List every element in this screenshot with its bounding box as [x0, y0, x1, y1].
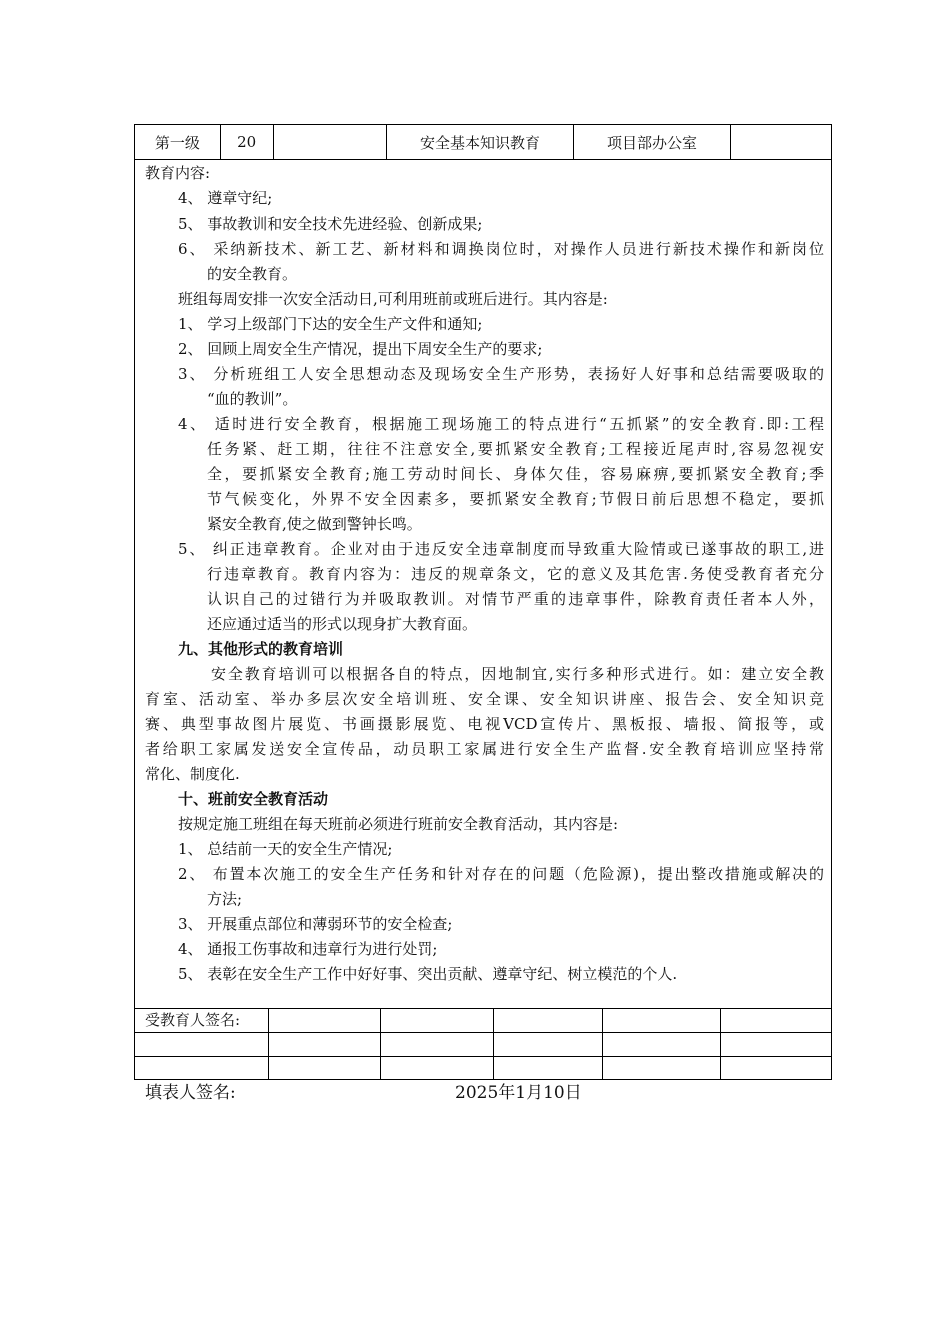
content-line: 4、 遵章守纪; — [178, 189, 273, 207]
education-content-box — [134, 159, 832, 1009]
signature-cell[interactable] — [494, 1009, 603, 1032]
signature-cell[interactable] — [269, 1009, 381, 1032]
content-line: 5、 纠正违章教育。企业对由于违反安全违章制度而导致重大险情或已遂事故的职工,进 — [178, 540, 824, 558]
content-line: 6、 采纳新技术、新工艺、新材料和调换岗位时，对操作人员进行新技术操作和新岗位 — [178, 240, 824, 258]
signature-cell[interactable] — [135, 1057, 269, 1080]
signature-cell[interactable] — [494, 1033, 603, 1056]
signature-cell[interactable] — [381, 1009, 494, 1032]
content-line: 3、 分析班组工人安全思想动态及现场安全生产形势，表扬好人好事和总结需要吸取的 — [178, 365, 824, 383]
content-line: 4、 通报工伤事故和违章行为进行处罚; — [178, 940, 438, 958]
signature-cell[interactable] — [381, 1033, 494, 1056]
signature-row — [135, 1033, 831, 1056]
signature-grid — [134, 1008, 832, 1080]
content-line: 方法; — [207, 890, 243, 908]
content-line: 按规定施工班组在每天班前必须进行班前安全教育活动，其内容是: — [178, 815, 619, 833]
content-line: 全，要抓紧安全教育;施工劳动时间长、身体欠佳，容易麻痹,要抓紧安全教育;季 — [207, 465, 824, 483]
level-cell: 第一级 — [135, 125, 221, 159]
signature-cell[interactable] — [603, 1057, 721, 1080]
signature-label: 受教育人签名: — [135, 1009, 269, 1032]
content-line: 的安全教育。 — [207, 265, 298, 283]
signature-cell[interactable] — [269, 1033, 381, 1056]
form-date: 2025年1月10日 — [455, 1083, 582, 1103]
content-line: 任务紧、赶工期，往往不注意安全,要抓紧安全教育;工程接近尾声时,容易忽视安 — [207, 440, 824, 458]
header-row — [134, 124, 832, 160]
content-line: 安全教育培训可以根据各自的特点，因地制宜,实行多种形式进行。如：建立安全教 — [211, 665, 824, 683]
content-line: 行违章教育。教育内容为：违反的规章条文，它的意义及其危害.务使受教育者充分 — [207, 565, 824, 583]
content-line: 2、 布置本次施工的安全生产任务和针对存在的问题（危险源)，提出整改措施或解决的 — [178, 865, 824, 883]
signature-cell[interactable] — [721, 1057, 831, 1080]
signature-cell[interactable] — [721, 1009, 831, 1032]
signature-cell[interactable] — [603, 1009, 721, 1032]
signature-cell[interactable] — [135, 1033, 269, 1056]
blank-cell — [274, 125, 388, 159]
content-line: “血的教训”。 — [207, 390, 298, 408]
signature-cell[interactable] — [494, 1057, 603, 1080]
content-line: 5、 事故教训和安全技术先进经验、创新成果; — [178, 215, 483, 233]
section-heading-10: 十、班前安全教育活动 — [178, 790, 329, 808]
content-line: 1、 学习上级部门下达的安全生产文件和通知; — [178, 315, 483, 333]
content-line: 4、 适时进行安全教育，根据施工现场施工的特点进行“五抓紧”的安全教育.即:工程 — [178, 415, 824, 433]
blank-cell-2 — [731, 125, 831, 159]
signature-row — [135, 1057, 831, 1080]
content-line: 还应通过适当的形式以现身扩大教育面。 — [207, 615, 478, 633]
content-line: 育室、活动室、举办多层次安全培训班、安全课、安全知识讲座、报告会、安全知识竞 — [145, 690, 824, 708]
content-label: 教育内容: — [145, 164, 211, 182]
content-line: 3、 开展重点部位和薄弱环节的安全检查; — [178, 915, 453, 933]
filler-signature-label: 填表人签名: — [145, 1083, 236, 1103]
content-line: 节气候变化，外界不安全因素多，要抓紧安全教育;节假日前后思想不稳定，要抓 — [207, 490, 824, 508]
content-line: 赛、典型事故图片展览、书画摄影展览、电视VCD宣传片、黑板报、墙报、简报等，或 — [145, 715, 824, 733]
content-line: 5、 表彰在安全生产工作中好好事、突出贡献、遵章守纪、树立模范的个人. — [178, 965, 678, 983]
content-line: 1、 总结前一天的安全生产情况; — [178, 840, 393, 858]
location-cell: 项目部办公室 — [574, 125, 732, 159]
content-line: 班组每周安排一次安全活动日,可利用班前或班后进行。其内容是: — [178, 290, 608, 308]
signature-cell[interactable] — [721, 1033, 831, 1056]
signature-row — [135, 1009, 831, 1032]
content-line: 常化、制度化. — [145, 765, 240, 783]
signature-cell[interactable] — [381, 1057, 494, 1080]
signature-cell[interactable] — [269, 1057, 381, 1080]
signature-cell[interactable] — [603, 1033, 721, 1056]
topic-cell: 安全基本知识教育 — [387, 125, 573, 159]
content-line: 认识自己的过错行为并吸取教训。对情节严重的违章事件，除教育责任者本人外， — [207, 590, 824, 608]
content-line: 2、 回顾上周安全生产情况，提出下周安全生产的要求; — [178, 340, 543, 358]
content-line: 紧安全教育,使之做到警钟长鸣。 — [207, 515, 422, 533]
content-line: 者给职工家属发送安全宣传品，动员职工家属进行安全生产监督.安全教育培训应坚持常 — [145, 740, 824, 758]
section-heading-9: 九、其他形式的教育培训 — [178, 640, 344, 658]
hours-cell: 20 — [221, 125, 274, 159]
